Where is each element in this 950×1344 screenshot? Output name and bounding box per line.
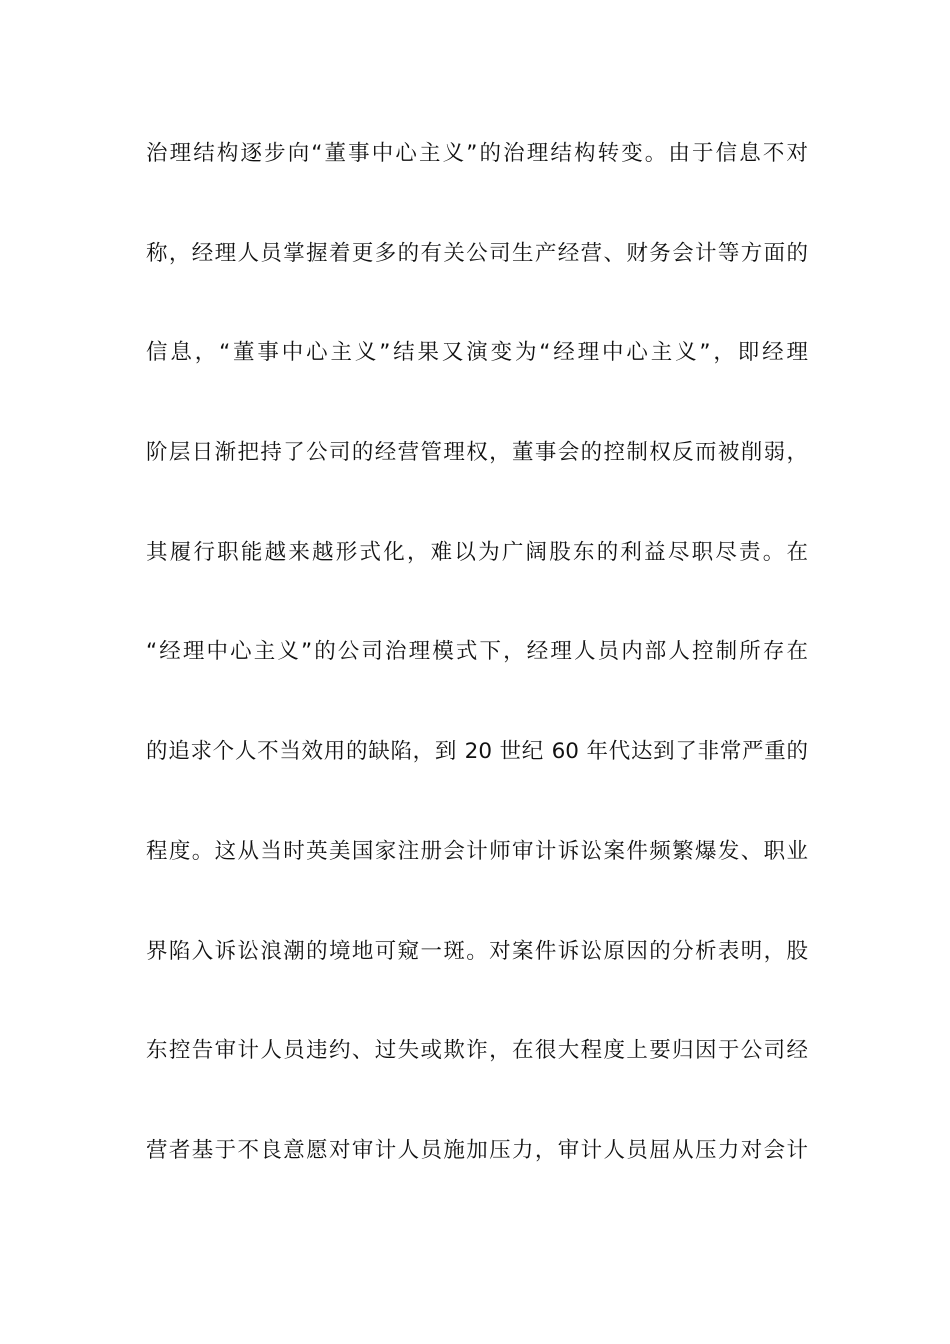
text-line: 治理结构逐步向“董事中心主义”的治理结构转变。由于信息不对 — [146, 141, 808, 166]
text-line: 营者基于不良意愿对审计人员施加压力，审计人员屈从压力对会计 — [146, 1137, 808, 1163]
text-line: 程度。这从当时英美国家注册会计师审计诉讼案件频繁爆发、职业 — [146, 838, 808, 864]
text-line: 其履行职能越来越形式化，难以为广阔股东的利益尽职尽责。在 — [146, 539, 808, 565]
body-paragraph — [146, 128, 808, 1225]
text-line: 界陷入诉讼浪潮的境地可窥一斑。对案件诉讼原因的分析表明，股 — [146, 938, 808, 964]
text-line: “经理中心主义”的公司治理模式下，经理人员内部人控制所存在 — [146, 639, 808, 665]
text-line: 称，经理人员掌握着更多的有关公司生产经营、财务会计等方面的 — [146, 240, 808, 266]
text-line: 信息，“董事中心主义”结果又演变为“经理中心主义”，即经理 — [146, 340, 808, 366]
text-line: 阶层日渐把持了公司的经营管理权，董事会的控制权反而被削弱， — [146, 440, 808, 466]
text-line: 的追求个人不当效用的缺陷，到 20 世纪 60 年代达到了非常严重的 — [146, 739, 808, 765]
text-line: 东控告审计人员违约、过失或欺诈，在很大程度上要归因于公司经 — [146, 1038, 808, 1064]
